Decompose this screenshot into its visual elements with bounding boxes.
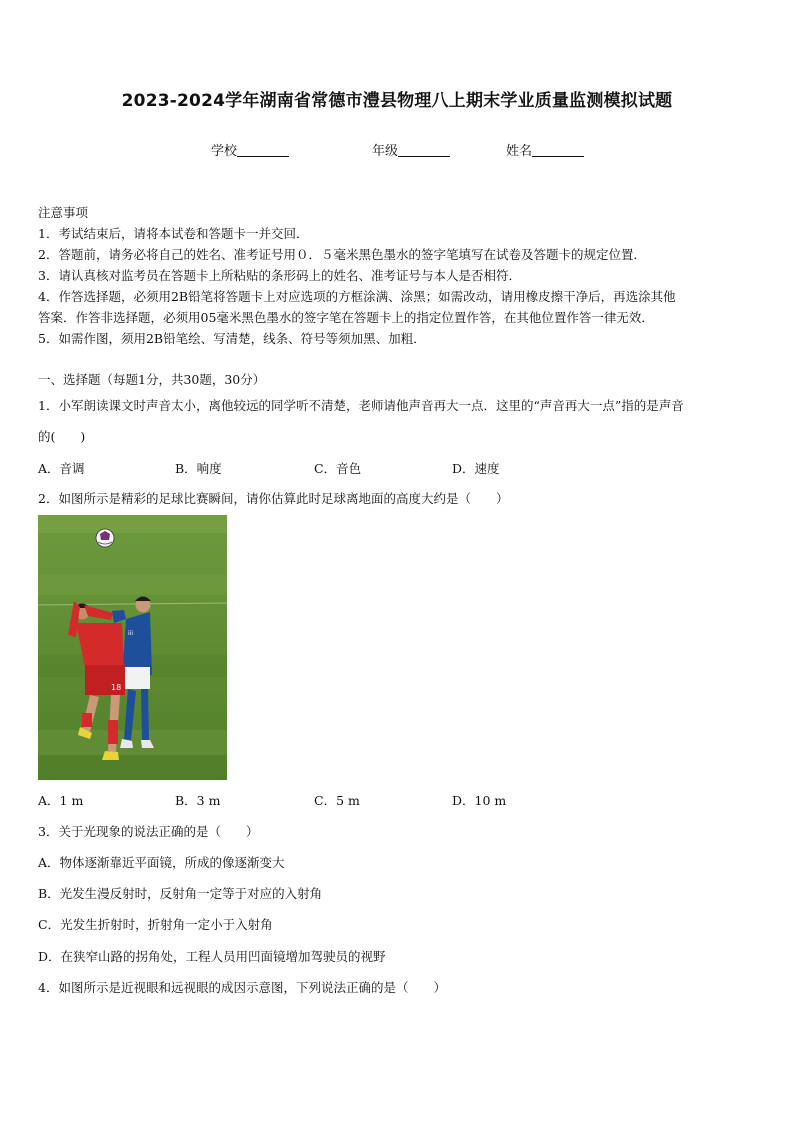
q3-stem: 3．关于光现象的说法正确的是（ ）: [38, 824, 259, 839]
name-label: 姓名: [506, 144, 533, 159]
notice-item-3: 3．请认真核对监考员在答题卡上所粘贴的条形码上的姓名、准考证号与本人是否相符．: [38, 268, 521, 283]
q3-option-c[interactable]: C．光发生折射时，折射角一定小于入射角: [38, 917, 273, 932]
section-heading: 一、选择题（每题1分，共30题，30分）: [38, 372, 266, 387]
jersey-number: 18: [111, 683, 122, 692]
grade-blank[interactable]: [398, 144, 450, 157]
q1-option-c[interactable]: C．音色: [314, 461, 362, 476]
svg-text:iii: iii: [128, 630, 134, 637]
q2-option-b[interactable]: B．3 m: [175, 793, 221, 808]
q2-option-d[interactable]: D．10 m: [452, 793, 507, 808]
q2-option-c[interactable]: C．5 m: [314, 793, 360, 808]
q3-option-d[interactable]: D．在狭窄山路的拐角处，工程人员用凹面镜增加驾驶员的视野: [38, 949, 386, 964]
q1-option-a[interactable]: A．音调: [38, 461, 85, 476]
soccer-photo: [38, 515, 227, 780]
grade-label: 年级: [372, 144, 399, 159]
name-field: [506, 140, 584, 159]
school-blank[interactable]: [237, 144, 289, 157]
soccer-ball: [96, 529, 114, 547]
notice-item-2: 2．答题前，请务必将自己的姓名、准考证号用０．５毫米黑色墨水的签字笔填写在试卷及答题卡的规定位置．: [38, 247, 646, 262]
notice-item-5: 5．如需作图，须用2B铅笔绘、写清楚，线条、符号等须加黑、加粗．: [38, 331, 426, 346]
q3-option-b[interactable]: B．光发生漫反射时，反射角一定等于对应的入射角: [38, 886, 323, 901]
notice-item-1: 1．考试结束后，请将本试卷和答题卡一并交回．: [38, 226, 309, 241]
q1-option-b[interactable]: B．响度: [175, 461, 222, 476]
name-blank[interactable]: [532, 144, 584, 157]
q2-stem: 2．如图所示是精彩的足球比赛瞬间，请你估算此时足球离地面的高度大约是（ ）: [38, 491, 509, 506]
school-label: 学校: [211, 144, 238, 159]
notice-heading: 注意事项: [38, 205, 89, 220]
q3-option-a[interactable]: A．物体逐渐靠近平面镜，所成的像逐渐变大: [38, 855, 285, 870]
notice-item-4: 4．作答选择题，必须用2B铅笔将答题卡上对应选项的方框涂满、涂黑；如需改动，请用橡皮擦干净后，再选涂其他: [38, 289, 676, 304]
school-field: [211, 140, 289, 159]
q1-option-d[interactable]: D．速度: [452, 461, 500, 476]
exam-title: 2023-2024学年湖南省常德市澧县物理八上期末学业质量监测模拟试题: [121, 91, 673, 111]
q2-option-a[interactable]: A．1 m: [38, 793, 84, 808]
notice-item-4-cont: 答案．作答非选择题，必须用05毫米黑色墨水的签字笔在答题卡上的指定位置作答，在其他位置作答一律无效．: [38, 310, 654, 325]
q1-stem-cont: 的( ): [38, 429, 86, 444]
q4-stem: 4．如图所示是近视眼和远视眼的成因示意图，下列说法正确的是（ ）: [38, 980, 446, 995]
grade-field: [372, 140, 450, 159]
q1-stem: 1．小军朗读课文时声音太小，离他较远的同学听不清楚，老师请他声音再大一点．这里的“声音再大一点”指的是声音: [38, 398, 684, 413]
